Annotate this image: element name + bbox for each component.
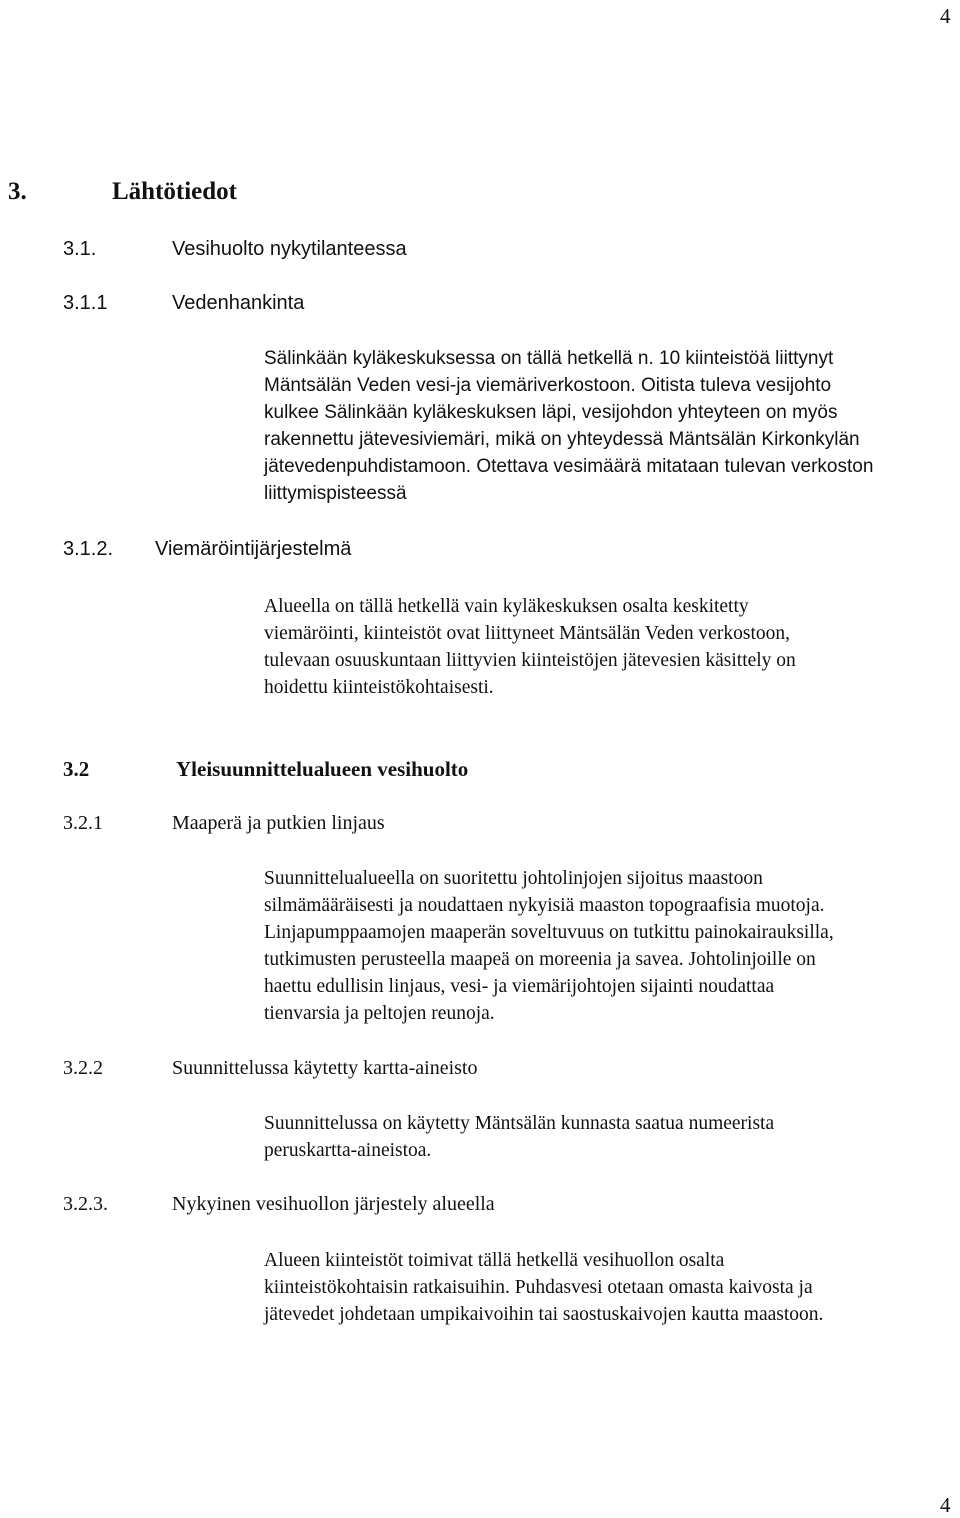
paragraph-line: tienvarsia ja peltojen reunoja. — [264, 1003, 495, 1024]
heading-3-1-1-title: Vedenhankinta — [172, 292, 305, 314]
paragraph-line: hoidettu kiinteistökohtaisesti. — [264, 677, 494, 698]
paragraph-line: Mäntsälän Veden vesi-ja viemäriverkostoon. Oitista tuleva vesijohto — [264, 375, 832, 396]
paragraph-line: Sälinkään kyläkeskuksessa on tällä hetkellä n. 10 kiinteistöä liittynyt — [264, 348, 834, 369]
paragraph-line: kiinteistökohtaisin ratkaisuihin. Puhdasvesi otetaan omasta kaivosta ja — [264, 1277, 813, 1298]
paragraph-line: peruskartta-aineistoa. — [264, 1140, 432, 1161]
paragraph-kartta-aineisto — [264, 1110, 960, 1164]
heading-3-1-2-title: Viemäröintijärjestelmä — [155, 538, 352, 560]
paragraph-line: haettu edullisin linjaus, vesi- ja viemärijohtojen sijainti noudattaa — [264, 976, 775, 997]
paragraph-line: tulevaan osuuskuntaan liittyvien kiinteistöjen jätevesien käsittely on — [264, 650, 796, 671]
heading-3-1-number: 3.1. — [63, 238, 97, 260]
paragraph-vedenhankinta — [264, 345, 960, 507]
page-number-bottom: 4 — [940, 1493, 951, 1517]
heading-3-2-number: 3.2 — [63, 757, 90, 781]
heading-3-2-1-number: 3.2.1 — [63, 812, 103, 834]
paragraph-line: Suunnittelussa on käytetty Mäntsälän kunnasta saatua numeerista — [264, 1113, 775, 1134]
heading-3-2-3-title: Nykyinen vesihuollon järjestely alueella — [172, 1193, 495, 1215]
heading-3-1-1-number: 3.1.1 — [63, 292, 108, 314]
paragraph-line: viemäröinti, kiinteistöt ovat liittyneet Mäntsälän Veden verkostoon, — [264, 623, 791, 644]
paragraph-line: liittymispisteessä — [264, 483, 407, 504]
paragraph-viemarointi — [264, 593, 960, 701]
heading-3-2-3-number: 3.2.3. — [63, 1193, 108, 1215]
heading-3-2-2-number: 3.2.2 — [63, 1057, 103, 1079]
heading-3-1-2-number: 3.1.2. — [63, 538, 114, 560]
heading-3-1-title: Vesihuolto nykytilanteessa — [172, 238, 407, 260]
paragraph-line: tutkimusten perusteella maapeä on moreenia ja savea. Johtolinjoille on — [264, 949, 816, 970]
heading-3-2-2-title: Suunnittelussa käytetty kartta-aineisto — [172, 1057, 478, 1079]
paragraph-line: kulkee Sälinkään kyläkeskuksen läpi, vesijohdon yhteyteen on myös — [264, 402, 838, 423]
paragraph-line: Linjapumppaamojen maaperän soveltuvuus on tutkittu painokairauksilla, — [264, 922, 834, 943]
page-number-top: 4 — [940, 4, 951, 28]
heading-3-2-title: Yleisuunnittelualueen vesihuolto — [176, 757, 469, 781]
paragraph-line: Alueen kiinteistöt toimivat tällä hetkellä vesihuollon osalta — [264, 1250, 725, 1271]
paragraph-nykyinen-vesihuolto — [264, 1247, 960, 1328]
paragraph-line: silmämääräisesti ja noudattaen nykyisiä maaston topograafisia muotoja. — [264, 895, 825, 916]
heading-3-number: 3. — [8, 178, 27, 205]
paragraph-line: rakennettu jätevesiviemäri, mikä on yhteydessä Mäntsälän Kirkonkylän — [264, 429, 860, 450]
paragraph-line: Alueella on tällä hetkellä vain kyläkeskuksen osalta keskitetty — [264, 596, 749, 617]
heading-3-2-1-title: Maaperä ja putkien linjaus — [172, 812, 385, 834]
paragraph-line: Suunnittelualueella on suoritettu johtolinjojen sijoitus maastoon — [264, 868, 763, 889]
paragraph-line: jätevedenpuhdistamoon. Otettava vesimäärä mitataan tulevan verkoston — [264, 456, 874, 477]
paragraph-line: jätevedet johdetaan umpikaivoihin tai saostuskaivojen kautta maastoon. — [264, 1304, 824, 1325]
heading-3-title: Lähtötiedot — [112, 178, 237, 205]
paragraph-maapera — [264, 865, 960, 1027]
